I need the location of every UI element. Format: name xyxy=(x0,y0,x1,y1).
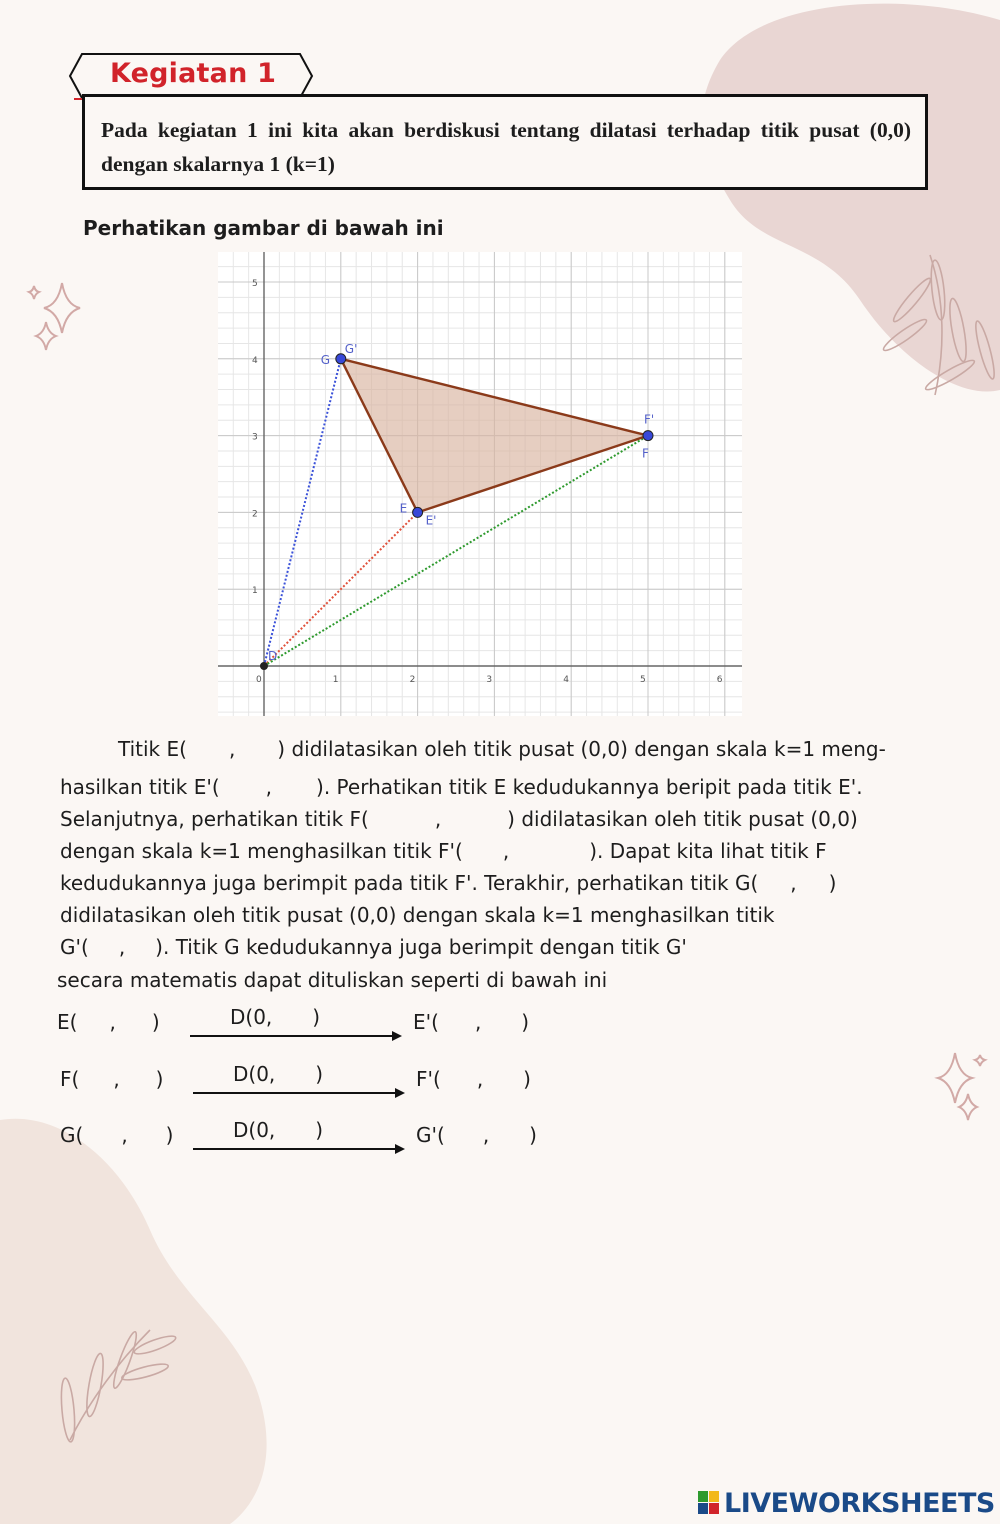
x-tick-label: 5 xyxy=(640,675,646,685)
text: ). Titik G kedudukannya juga berimpit dengan titik G' xyxy=(155,935,687,959)
brand-name[interactable]: LIVEWORKSHEETS xyxy=(724,1488,995,1519)
text: kedudukannya juga berimpit pada titik F'. Terakhir, perhatikan titik G( xyxy=(60,871,759,895)
point-label: E xyxy=(399,501,408,516)
text: , xyxy=(790,871,797,895)
x-tick-label: 4 xyxy=(563,675,569,685)
text: , xyxy=(265,775,273,799)
text: , xyxy=(118,935,126,959)
point-label: D xyxy=(268,649,278,663)
paragraph-line-7 xyxy=(60,935,687,959)
image-point: F'( , ) xyxy=(416,1067,531,1091)
paragraph-line-3 xyxy=(60,807,858,831)
x-tick-label: 3 xyxy=(486,675,493,685)
y-tick-label: 4 xyxy=(252,355,258,366)
intro-box xyxy=(82,94,928,190)
arrow-head-icon xyxy=(395,1088,405,1098)
text: ). Dapat kita lihat titik F xyxy=(589,839,827,863)
point-e xyxy=(413,507,423,517)
text: ). Perhatikan titik E kedudukannya beripit pada titik E'. xyxy=(316,775,863,799)
source-point: G( , ) xyxy=(60,1123,174,1147)
source-point: F( , ) xyxy=(60,1067,164,1091)
text: ) didilatasikan oleh titik pusat (0,0) dengan skala k=1 meng- xyxy=(277,737,886,761)
x-tick-label: 1 xyxy=(332,675,339,685)
instruction-heading: Perhatikan gambar di bawah ini xyxy=(83,216,444,240)
paragraph-line-4 xyxy=(60,839,827,863)
arrow xyxy=(190,1035,392,1037)
y-tick-label: 2 xyxy=(252,509,258,520)
point-label: F' xyxy=(644,412,655,427)
y-tick-label: 3 xyxy=(252,432,258,443)
arrow-head-icon xyxy=(392,1031,402,1041)
point-label: G' xyxy=(344,341,358,356)
text: , xyxy=(228,737,236,761)
x-tick-label: 6 xyxy=(716,675,723,685)
text: , xyxy=(434,807,442,831)
sparkle-right-icon xyxy=(938,1053,985,1120)
text: Titik E( xyxy=(118,737,187,761)
text: dengan skala k=1 menghasilkan titik F'( xyxy=(60,839,463,863)
paragraph-line-1 xyxy=(118,737,886,761)
x-tick-label: 2 xyxy=(409,675,416,685)
y-tick-label: 1 xyxy=(252,586,258,597)
activity-title: Kegiatan 1 xyxy=(110,58,277,89)
arrow-head-icon xyxy=(395,1144,405,1154)
text: didilatasikan oleh titik pusat (0,0) dengan skala k=1 menghasilkan titik xyxy=(60,903,775,927)
y-tick-label: 5 xyxy=(252,279,258,289)
coordinate-graph xyxy=(218,252,742,716)
dilation-label: D(0, ) xyxy=(230,1005,321,1029)
point-label: E' xyxy=(425,513,437,528)
dilation-label: D(0, ) xyxy=(233,1062,324,1086)
text: G'( xyxy=(60,935,89,959)
arrow xyxy=(193,1092,395,1094)
source-point: E( , ) xyxy=(57,1010,160,1034)
paragraph-line-8: secara matematis dapat dituliskan seperti di bawah ini xyxy=(57,968,608,992)
dilation-label: D(0, ) xyxy=(233,1118,324,1142)
text: hasilkan titik E'( xyxy=(60,775,220,799)
text: ) xyxy=(828,871,837,895)
paragraph-line-5 xyxy=(60,871,836,895)
point-label: F xyxy=(642,446,649,461)
point-d xyxy=(261,663,268,670)
text: Selanjutnya, perhatikan titik F( xyxy=(60,807,369,831)
image-point: G'( , ) xyxy=(416,1123,537,1147)
paragraph-line-2 xyxy=(60,775,863,799)
point-f xyxy=(643,431,653,441)
point-label: G xyxy=(320,352,331,367)
blob-bottom-left xyxy=(0,1119,267,1524)
sparkle-top-left-icon xyxy=(29,283,80,350)
text: , xyxy=(502,839,510,863)
liveworksheets-logo-icon xyxy=(698,1491,720,1515)
image-point: E'( , ) xyxy=(413,1010,530,1034)
intro-text: Pada kegiatan 1 ini kita akan berdiskusi tentang dilatasi terhadap titik pusat (0,0) dengan skalarnya 1 (k=1) xyxy=(101,118,911,176)
arrow xyxy=(193,1148,395,1150)
paragraph-line-6 xyxy=(60,903,774,927)
x-tick-label: 0 xyxy=(256,675,262,685)
text: ) didilatasikan oleh titik pusat (0,0) xyxy=(507,807,858,831)
blob-top-right xyxy=(702,4,1000,392)
